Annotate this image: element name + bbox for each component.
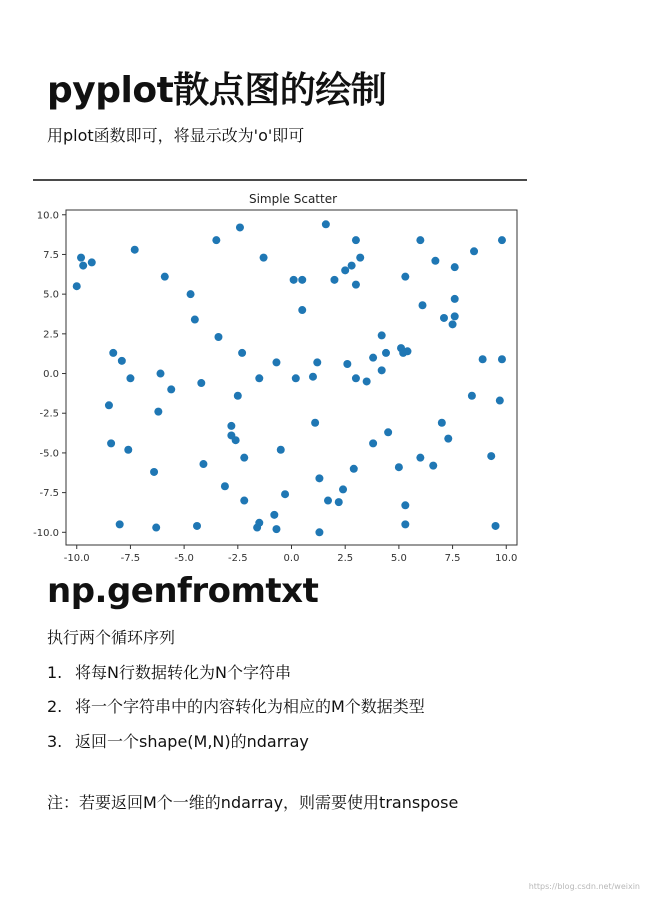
subtitle: 用plot函数即可，将显示改为'o'即可 (47, 126, 305, 145)
scatter-point (369, 439, 377, 447)
scatter-point (187, 290, 195, 298)
scatter-point (234, 392, 242, 400)
scatter-point (107, 439, 115, 447)
scatter-point (77, 254, 85, 262)
scatter-point (270, 511, 278, 519)
y-tick-label: -7.5 (39, 488, 59, 500)
scatter-point (227, 422, 235, 430)
list-item-text: 将一个字符串中的内容转化为相应的M个数据类型 (75, 697, 425, 716)
y-tick-label: -2.5 (39, 408, 59, 420)
scatter-point (378, 331, 386, 339)
x-tick-label: -2.5 (228, 553, 248, 564)
list-item (47, 694, 425, 717)
scatter-point (109, 349, 117, 357)
scatter-point (236, 223, 244, 231)
scatter-point (272, 358, 280, 366)
scatter-point (277, 446, 285, 454)
scatter-point (292, 374, 300, 382)
scatter-point (468, 392, 476, 400)
list-item-number: 1. (47, 663, 63, 682)
scatter-point (199, 460, 207, 468)
scatter-point (105, 401, 113, 409)
scatter-point (197, 379, 205, 387)
scatter-point (238, 349, 246, 357)
scatter-point (212, 236, 220, 244)
scatter-point (311, 419, 319, 427)
x-tick-label: 0.0 (283, 553, 300, 564)
list-item (47, 729, 309, 752)
x-tick-label: 5.0 (390, 553, 407, 564)
x-tick-label: 10.0 (495, 553, 518, 564)
scatter-point (348, 262, 356, 270)
scatter-point (335, 498, 343, 506)
scatter-point (498, 355, 506, 363)
y-tick-label: 0.0 (43, 369, 59, 381)
chart-title: Simple Scatter (248, 192, 338, 206)
scatter-point (255, 519, 263, 527)
scatter-point (356, 254, 364, 262)
scatter-point (449, 320, 457, 328)
scatter-point (214, 333, 222, 341)
scatter-point (315, 528, 323, 536)
scatter-point (330, 276, 338, 284)
scatter-point (498, 236, 506, 244)
x-tick-label: -5.0 (174, 553, 194, 564)
y-tick-label: 7.5 (43, 249, 59, 261)
scatter-point (255, 374, 263, 382)
scatter-point (440, 314, 448, 322)
scatter-point (429, 462, 437, 470)
scatter-point (352, 374, 360, 382)
scatter-point (161, 273, 169, 281)
section-title: np.genfromtxt (47, 571, 319, 611)
scatter-point (272, 525, 280, 533)
list-item-text: 将每N行数据转化为N个字符串 (75, 663, 291, 682)
y-tick-label: -5.0 (39, 448, 59, 460)
scatter-point (73, 282, 81, 290)
scatter-point (444, 435, 452, 443)
x-tick-label: 2.5 (337, 553, 354, 564)
scatter-point (419, 301, 427, 309)
scatter-point (416, 236, 424, 244)
scatter-point (79, 262, 87, 270)
scatter-point (384, 428, 392, 436)
scatter-point (298, 276, 306, 284)
scatter-point (324, 497, 332, 505)
scatter-point (156, 370, 164, 378)
y-tick-label: -10.0 (33, 527, 59, 539)
scatter-point (496, 397, 504, 405)
x-tick-label: 7.5 (444, 553, 461, 564)
list-item-number: 2. (47, 697, 63, 716)
scatter-point (322, 220, 330, 228)
scatter-point (118, 357, 126, 365)
scatter-point (154, 408, 162, 416)
watermark: https://blog.csdn.net/weixin (528, 882, 640, 891)
scatter-point (232, 436, 240, 444)
scatter-point (88, 258, 96, 266)
scatter-point (350, 465, 358, 473)
scatter-point (395, 463, 403, 471)
scatter-point (451, 295, 459, 303)
scatter-point (363, 377, 371, 385)
scatter-point (167, 385, 175, 393)
x-tick-label: -10.0 (63, 553, 90, 564)
scatter-point (240, 497, 248, 505)
scatter-point (451, 263, 459, 271)
scatter-point (126, 374, 134, 382)
scatter-point (382, 349, 390, 357)
page-title: pyplot散点图的绘制 (47, 70, 387, 111)
y-tick-label: 2.5 (43, 329, 59, 341)
scatter-point (451, 312, 459, 320)
scatter-point (403, 347, 411, 355)
scatter-point (431, 257, 439, 265)
scatter-point (343, 360, 351, 368)
scatter-point (401, 520, 409, 528)
y-tick-label: 5.0 (43, 289, 59, 301)
scatter-point (260, 254, 268, 262)
scatter-point (281, 490, 289, 498)
scatter-point (298, 306, 306, 314)
list-item-text: 返回一个shape(M,N)的ndarray (75, 732, 309, 751)
y-tick-label: 10.0 (36, 210, 59, 222)
scatter-point (352, 281, 360, 289)
scatter-point (131, 246, 139, 254)
scatter-point (221, 482, 229, 490)
scatter-point (492, 522, 500, 530)
scatter-point (487, 452, 495, 460)
list-item (47, 660, 291, 683)
scatter-point (193, 522, 201, 530)
scatter-point (352, 236, 360, 244)
scatter-point (401, 501, 409, 509)
list-item-number: 3. (47, 732, 63, 751)
scatter-point (116, 520, 124, 528)
scatter-point (191, 316, 199, 324)
scatter-point (369, 354, 377, 362)
section-intro: 执行两个循环序列 (47, 628, 176, 647)
note-text: 注：若要返回M个一维的ndarray，则需要使用transpose (47, 793, 459, 812)
scatter-point (341, 266, 349, 274)
scatter-point (309, 373, 317, 381)
scatter-point (416, 454, 424, 462)
scatter-point (240, 454, 248, 462)
scatter-point (401, 273, 409, 281)
scatter-point (313, 358, 321, 366)
scatter-point (290, 276, 298, 284)
scatter-point (378, 366, 386, 374)
scatter-chart (30, 186, 526, 564)
scatter-point (339, 485, 347, 493)
scatter-point (470, 247, 478, 255)
scatter-point (438, 419, 446, 427)
scatter-point (124, 446, 132, 454)
scatter-point (315, 474, 323, 482)
horizontal-rule (33, 179, 527, 181)
x-tick-label: -7.5 (120, 553, 141, 564)
scatter-point (152, 524, 160, 532)
scatter-point (479, 355, 487, 363)
scatter-point (150, 468, 158, 476)
